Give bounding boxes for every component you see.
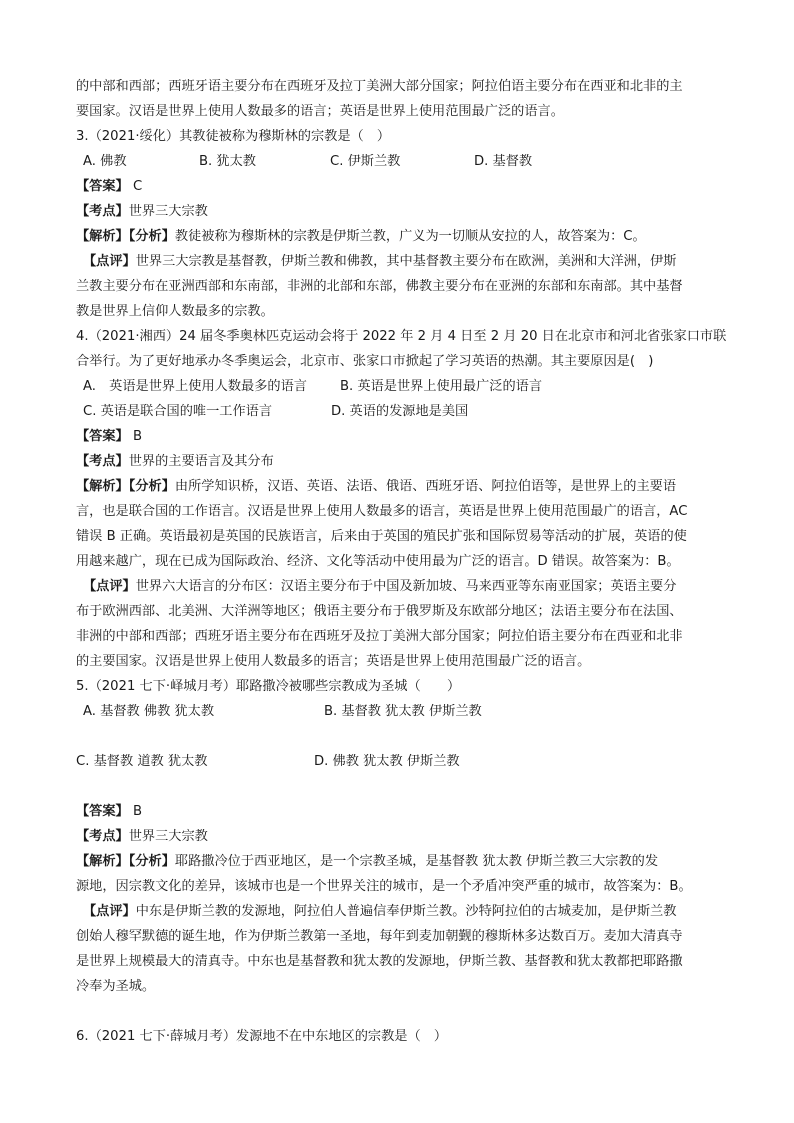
comment-tag: 【点评】 (83, 579, 136, 594)
blank-line (76, 774, 726, 799)
blank-line (76, 999, 726, 1024)
option-c: C. 英语是联合国的唯一工作语言 (83, 404, 273, 419)
option-d: D. 英语的发源地是美国 (331, 404, 469, 419)
text-line: 要国家。汉语是世界上使用人数最多的语言；英语是世界上使用范围最广泛的语言。 (76, 104, 564, 119)
analysis-line (76, 224, 726, 249)
analysis-text: 教徒被称为穆斯林的宗教是伊斯兰教，广义为一切顺从安拉的人，故答案为：C。 (174, 229, 646, 244)
options-row (76, 399, 726, 424)
comment-line: 教是世界上信仰人数最多的宗教。 (76, 304, 274, 319)
question-stem: 3.（2021·绥化）其教徒被称为穆斯林的宗教是（ ） (76, 129, 391, 144)
answer-line (76, 174, 726, 199)
comment-text: 世界三大宗教是基督教，伊斯兰教和佛教，其中基督教主要分布在欧洲，美洲和大洋洲，伊斯 (135, 254, 677, 269)
comment-line: 创始人穆罕默德的诞生地，作为伊斯兰教第一圣地，每年到麦加朝觐的穆斯林多达数百万。麦加大清真寺 (76, 929, 683, 944)
analysis-line (76, 849, 726, 874)
options-row (76, 149, 726, 174)
comment-text: 中东是伊斯兰教的发源地，阿拉伯人普遍信奉伊斯兰教。沙特阿拉伯的古城麦加，是伊斯兰教 (135, 904, 677, 919)
option-c: C. 基督教 道教 犹太教 (76, 754, 208, 769)
analysis-text: 耶路撒冷位于西亚地区，是一个宗教圣城，是基督教 犹太教 伊斯兰教三大宗教的发 (174, 854, 659, 869)
comment-line (76, 574, 726, 599)
document-page (76, 74, 726, 1049)
point-value: 世界三大宗教 (128, 204, 208, 219)
comment-line: 非洲的中部和西部；西班牙语主要分布在西班牙及拉丁美洲大部分国家；阿拉伯语主要分布在西亚和北非 (76, 629, 683, 644)
comment-line: 是世界上规模最大的清真寺。中东也是基督教和犹太教的发源地，伊斯兰教、基督教和犹太教都把耶路撒 (76, 954, 683, 969)
options-row (76, 374, 726, 399)
comment-line: 布于欧洲西部、北美洲、大洋洲等地区；俄语主要分布于俄罗斯及东欧部分地区；法语主要分布在法国、 (76, 604, 683, 619)
point-tag: 【考点】 (76, 829, 129, 844)
options-row (76, 699, 726, 724)
comment-line (76, 249, 726, 274)
comment-tag: 【点评】 (83, 254, 136, 269)
point-value: 世界三大宗教 (128, 829, 208, 844)
answer-line (76, 424, 726, 449)
point-tag: 【考点】 (76, 454, 129, 469)
comment-line (76, 899, 726, 924)
text-line: 的中部和西部；西班牙语主要分布在西班牙及拉丁美洲大部分国家；阿拉伯语主要分布在西亚和北非的主 (76, 79, 683, 94)
point-line (76, 824, 726, 849)
analysis-tag: 【解析】【分析】 (76, 229, 175, 244)
analysis-line: 源地，因宗教文化的差异，该城市也是一个世界关注的城市，是一个矛盾冲突严重的城市，故答案为：B。 (76, 879, 692, 894)
answer-value: C (132, 179, 143, 194)
option-b: B. 基督教 犹太教 伊斯兰教 (324, 704, 482, 719)
question-stem: 5.（2021 七下·峄城月考）耶路撒冷被哪些宗教成为圣城（ ） (76, 679, 461, 694)
option-a: A. 佛教 (83, 154, 127, 169)
question-stem: 合举行。为了更好地承办冬季奥运会，北京市、张家口市掀起了学习英语的热潮。其主要原因是( ) (76, 354, 654, 369)
comment-line: 的主要国家。汉语是世界上使用人数最多的语言；英语是世界上使用范围最广泛的语言。 (76, 654, 591, 669)
analysis-line: 错误 B 正确。英语最初是英国的民族语言，后来由于英国的殖民扩张和国际贸易等活动的扩展，英语的使 (76, 529, 687, 544)
option-d: D. 基督教 (474, 154, 533, 169)
analysis-tag: 【解析】【分析】 (76, 854, 175, 869)
analysis-line: 言，也是联合国的工作语言。汉语是世界上使用人数最多的语言，英语是世界上使用范围最广的语言，AC (76, 504, 688, 519)
comment-text: 世界六大语言的分布区：汉语主要分布于中国及新加坡、马来西亚等东南亚国家；英语主要分 (135, 579, 677, 594)
options-row (76, 749, 726, 774)
question-stem: 4.（2021·湘西）24 届冬季奥林匹克运动会将于 2022 年 2 月 4 日至 2 月 20 日在北京市和河北省张家口市联 (76, 329, 727, 344)
option-a: A. 基督教 佛教 犹太教 (83, 704, 215, 719)
point-line (76, 199, 726, 224)
answer-tag: 【答案】 (76, 804, 129, 819)
point-line (76, 449, 726, 474)
answer-tag: 【答案】 (76, 429, 129, 444)
answer-value: B (132, 804, 143, 819)
analysis-line: 用越来越广，现在已成为国际政治、经济、文化等活动中使用最为广泛的语言。D 错误。故答案为：B。 (76, 554, 680, 569)
option-d: D. 佛教 犹太教 伊斯兰教 (314, 754, 460, 769)
option-c: C. 伊斯兰教 (330, 154, 401, 169)
option-b: B. 英语是世界上使用最广泛的语言 (340, 379, 543, 394)
analysis-text: 由所学知识桥，汉语、英语、法语、俄语、西班牙语、阿拉伯语等，是世界上的主要语 (174, 479, 677, 494)
answer-value: B (132, 429, 143, 444)
blank-line (76, 724, 726, 749)
option-a: A. 英语是世界上使用人数最多的语言 (83, 379, 307, 394)
analysis-line (76, 474, 726, 499)
answer-line (76, 799, 726, 824)
point-tag: 【考点】 (76, 204, 129, 219)
comment-line: 冷奉为圣城。 (76, 979, 156, 994)
answer-tag: 【答案】 (76, 179, 129, 194)
comment-line: 兰教主要分布在亚洲西部和东南部，非洲的北部和东部，佛教主要分布在亚洲的东部和东南部。其中基督 (76, 279, 683, 294)
comment-tag: 【点评】 (83, 904, 136, 919)
question-stem: 6.（2021 七下·薛城月考）发源地不在中东地区的宗教是（ ） (76, 1029, 448, 1044)
point-value: 世界的主要语言及其分布 (128, 454, 274, 469)
option-b: B. 犹太教 (199, 154, 256, 169)
analysis-tag: 【解析】【分析】 (76, 479, 175, 494)
